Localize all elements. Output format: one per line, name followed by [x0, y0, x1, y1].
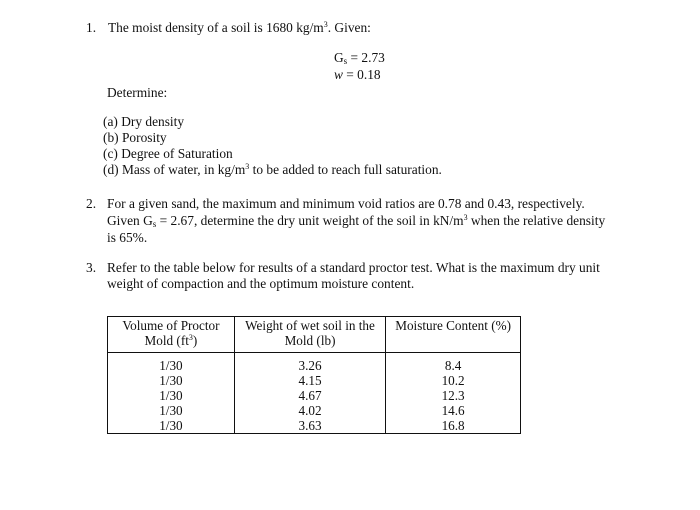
part-b: (b) Porosity: [103, 130, 167, 145]
line-text: = 2.67, determine the dry unit weight of the soil in kN/m: [156, 213, 464, 228]
line-text: Given G: [107, 213, 153, 228]
superscript: 3: [188, 333, 193, 342]
table-row: [108, 418, 521, 434]
superscript: 3: [463, 213, 468, 222]
header-text: Moisture Content (%): [395, 318, 511, 333]
part-text: to be added to reach full saturation.: [249, 162, 442, 177]
symbol: G: [334, 50, 344, 65]
cell-moisture: 14.6: [386, 403, 521, 418]
cell-weight: 4.67: [234, 388, 385, 403]
cell-weight: 4.02: [234, 403, 385, 418]
table-row: [108, 358, 521, 373]
superscript: 3: [245, 162, 250, 171]
table-row: [108, 373, 521, 388]
subscript: s: [343, 56, 348, 66]
question-line: is 65%.: [107, 230, 148, 245]
part-a: (a) Dry density: [103, 114, 185, 129]
cell-moisture: 10.2: [386, 373, 521, 388]
header-text: Mold (ft: [144, 333, 189, 348]
question-line: [107, 213, 605, 229]
cell-volume: 1/30: [108, 358, 235, 373]
cell-volume: 1/30: [108, 388, 235, 403]
cell-moisture: 12.3: [386, 388, 521, 403]
superscript: 3: [323, 20, 328, 29]
header-text: Weight of wet soil in the: [245, 318, 375, 333]
given-gs: [334, 50, 385, 66]
cell-weight: 4.15: [234, 373, 385, 388]
cell-moisture: 16.8: [386, 418, 521, 434]
question-statement: [108, 20, 371, 36]
line-text: when the relative density: [467, 213, 606, 228]
header-moisture: [386, 317, 521, 353]
cell-volume: 1/30: [108, 373, 235, 388]
header-text: Volume of Proctor: [122, 318, 220, 333]
part-d: [103, 162, 442, 178]
question-number: 2.: [86, 196, 97, 211]
determine-label: Determine:: [107, 85, 168, 100]
cell-weight: 3.63: [234, 418, 385, 434]
question-number: 1.: [86, 20, 97, 35]
symbol: w: [334, 67, 343, 82]
value: = 2.73: [347, 50, 385, 65]
statement-text: The moist density of a soil is 1680 kg/m: [108, 20, 324, 35]
cell-volume: 1/30: [108, 418, 235, 434]
subscript: s: [152, 219, 157, 229]
proctor-test-table: [107, 316, 521, 434]
question-number: 3.: [86, 260, 97, 275]
header-weight: [234, 317, 385, 353]
table-header-row: [108, 317, 521, 353]
given-w: [334, 67, 381, 83]
statement-text: . Given:: [327, 20, 371, 35]
header-text: ): [192, 333, 198, 348]
question-line: For a given sand, the maximum and minimum void ratios are 0.78 and 0.43, respectively.: [107, 196, 585, 211]
cell-volume: 1/30: [108, 403, 235, 418]
table-row: [108, 403, 521, 418]
part-text: (d) Mass of water, in kg/m: [103, 162, 246, 177]
question-line: Refer to the table below for results of a standard proctor test. What is the maximum dry unit: [107, 260, 600, 275]
cell-moisture: 8.4: [386, 358, 521, 373]
value: = 0.18: [342, 67, 381, 82]
part-c: (c) Degree of Saturation: [103, 146, 233, 161]
cell-weight: 3.26: [234, 358, 385, 373]
table-row: [108, 388, 521, 403]
question-line: weight of compaction and the optimum moisture content.: [107, 276, 415, 291]
header-text: Mold (lb): [284, 333, 336, 348]
header-volume: [108, 317, 235, 353]
